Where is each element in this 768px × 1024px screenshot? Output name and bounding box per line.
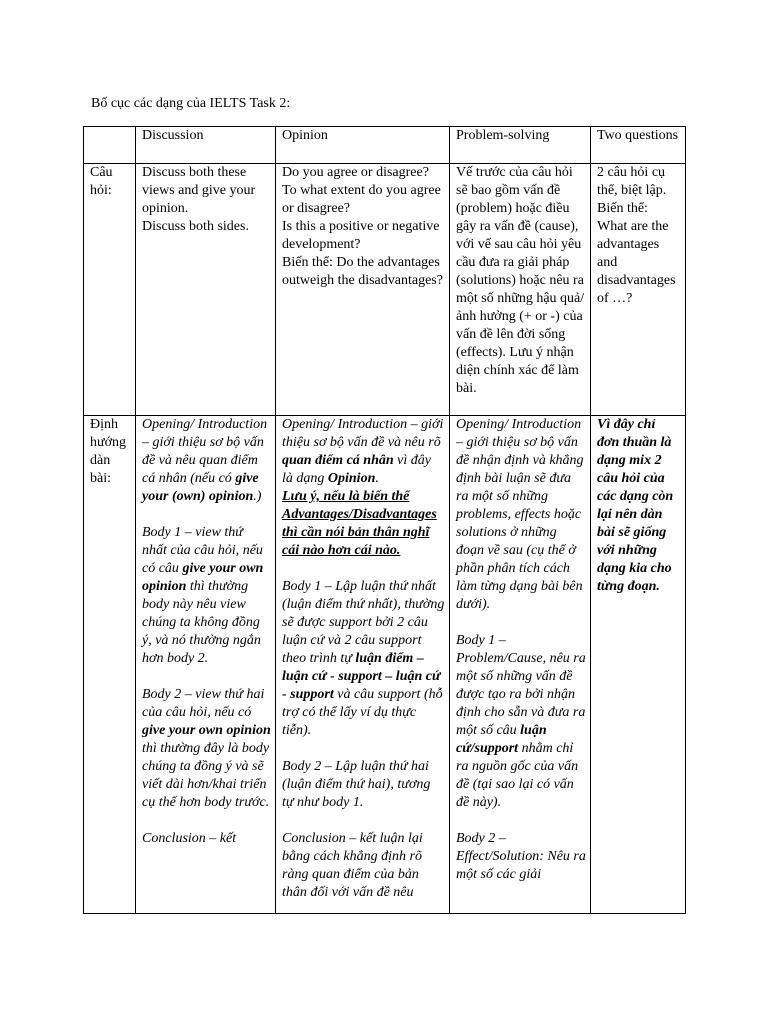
header-empty-cell bbox=[84, 127, 136, 164]
questions-row bbox=[84, 164, 686, 416]
discussion-body-2: Body 2 – view thứ hai của câu hỏi, nếu có give your own opinion thì thường đây là body chúng ta đồng ý và sẽ viết dài hơn/khai triển cụ thể hơn body trước. bbox=[142, 687, 271, 810]
header-row bbox=[84, 127, 686, 164]
problem-solving-body-1: Body 1 – Problem/Cause, nêu ra một số những vấn đề được tạo ra bởi nhận định cho sẵn và đưa ra một số câu luận cứ/support nhằm chỉ ra nguồn gốc của vấn đề (tại sao lại có vấn đề này). bbox=[456, 633, 586, 810]
discussion-conclusion: Conclusion – kết bbox=[142, 831, 237, 846]
header-opinion: Opinion bbox=[276, 127, 450, 164]
opinion-question-3: Is this a positive or negative development? bbox=[282, 219, 440, 252]
outline-two-questions-cell: Vì đây chỉ đơn thuần là dạng mix 2 câu hỏi của các dạng còn lại nên dàn bài sẽ giống với những dạng kia cho từng đoạn. bbox=[591, 416, 686, 914]
opinion-variant-note: Lưu ý, nếu là biến thể Advantages/Disadvantages thì cần nói bản thân nghĩ cái nào hơn cái nào. bbox=[282, 489, 437, 558]
problem-solving-body-2: Body 2 – Effect/Solution: Nêu ra một số các giải bbox=[456, 831, 586, 882]
ielts-task2-table bbox=[83, 126, 686, 914]
outline-discussion-cell bbox=[136, 416, 276, 914]
opinion-conclusion: Conclusion – kết luận lại bằng cách khẳng định rõ ràng quan điểm của bản thân đối với vấn đề nêu bbox=[282, 831, 423, 900]
questions-row-label: Câu hỏi: bbox=[84, 164, 136, 416]
outline-opinion-cell bbox=[276, 416, 450, 914]
header-two-questions: Two questions bbox=[591, 127, 686, 164]
opinion-body-1: Body 1 – Lập luận thứ nhất (luận điểm thứ nhất), thường sẽ được support bởi 2 câu luận cứ và 2 câu support theo trình tự luận điểm – luận cứ - support – luận cứ - support và câu support (hỗ trợ có thể lấy ví dụ thực tiễn). bbox=[282, 579, 445, 738]
discussion-opening: Opening/ Introduction – giới thiệu sơ bộ vấn đề và nêu quan điểm cá nhân (nếu có give your (own) opinion.) bbox=[142, 417, 268, 504]
opinion-question-variant: Biến thể: Do the advantages outweigh the disadvantages? bbox=[282, 255, 443, 288]
header-discussion: Discussion bbox=[136, 127, 276, 164]
questions-two-questions-cell: 2 câu hỏi cụ thể, biệt lập. Biến thể: What are the advantages and disadvantages of …? bbox=[591, 164, 686, 416]
discussion-question-2: Discuss both sides. bbox=[142, 219, 249, 234]
opinion-question-2: To what extent do you agree or disagree? bbox=[282, 183, 441, 216]
outline-problem-solving-cell bbox=[450, 416, 591, 914]
discussion-question-1: Discuss both these views and give your opinion. bbox=[142, 165, 256, 216]
questions-problem-solving-cell: Vế trước của câu hỏi sẽ bao gồm vấn đề (problem) hoặc điều gây ra vấn đề (cause), với vế sau câu hỏi yêu cầu đưa ra giải pháp (solutions) hoặc nêu ra một số những hậu quả/ảnh hưởng (+ or -) của vấn đề lên đời sống (effects). Lưu ý nhận diện chính xác để làm bài. bbox=[450, 164, 591, 416]
discussion-body-1: Body 1 – view thứ nhất của câu hỏi, nếu có câu give your own opinion thì thường body này nêu view chúng ta không đồng ý, và nó thường ngắn hơn body 2. bbox=[142, 525, 264, 666]
opinion-body-2: Body 2 – Lập luận thứ hai (luận điểm thứ hai), tương tự như body 1. bbox=[282, 759, 431, 810]
header-problem-solving: Problem-solving bbox=[450, 127, 591, 164]
page-title: Bố cục các dạng của IELTS Task 2: bbox=[91, 96, 291, 111]
outline-row-label: Định hướng dàn bài: bbox=[84, 416, 136, 914]
questions-opinion-cell bbox=[276, 164, 450, 416]
problem-solving-opening: Opening/ Introduction – giới thiệu sơ bộ vấn đề nhận định và khẳng định bài luận sẽ đưa ra một số những problems, effects hoặc solutions ở những đoạn về sau (cụ thể ở phần phân tích cách làm từng dạng bài bên dưới). bbox=[456, 417, 584, 612]
opinion-question-1: Do you agree or disagree? bbox=[282, 165, 429, 180]
opinion-opening: Opening/ Introduction – giới thiệu sơ bộ vấn đề và nêu rõ quan điểm cá nhân vì đây là dạng Opinion. bbox=[282, 417, 444, 486]
outline-row bbox=[84, 416, 686, 914]
questions-discussion-cell bbox=[136, 164, 276, 416]
